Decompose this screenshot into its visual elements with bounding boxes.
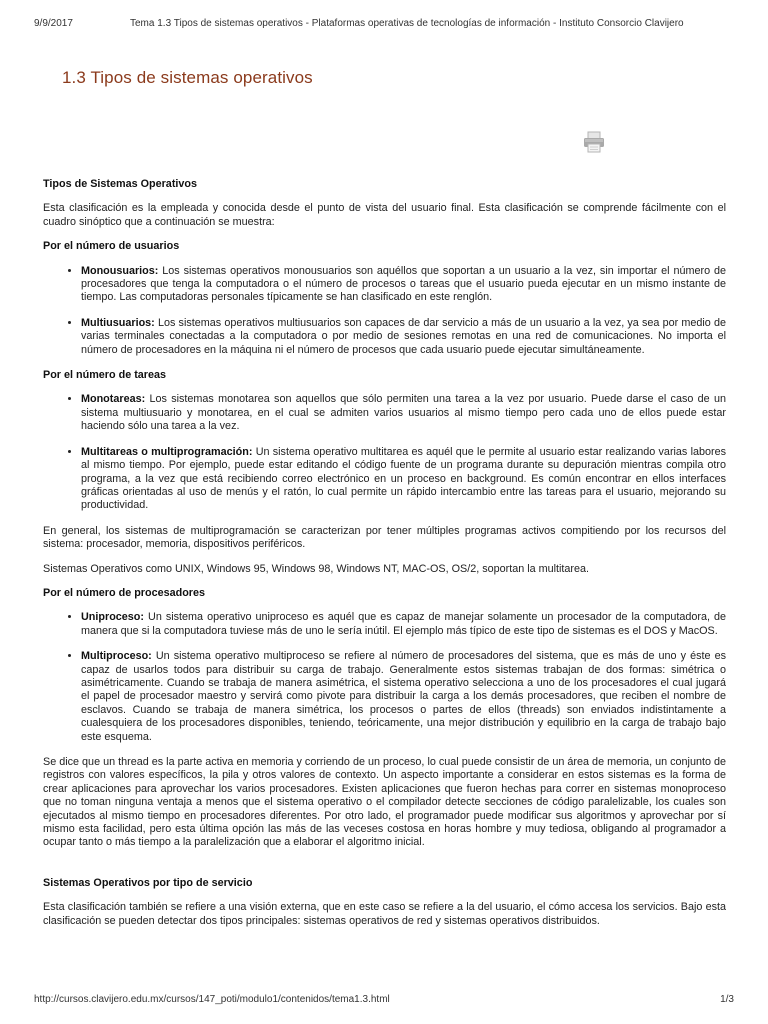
printer-icon[interactable]: [582, 130, 606, 154]
definition-text: Un sistema operativo multitarea es aquél que le permite al usuario estar realizando varias labores al mismo tiempo. Por ejemplo, puede estar editando el código fuente de un programa durante su depuración mientras compila otro programa, a la vez que está recibiendo correo electrónico en un proceso en background. Es común encontrar en ellos interfaces gráficas orientadas al uso de menús y el ratón, lo cual permite un rápido intercambio entre las tareas para el usuario, mejorando su productividad.: [81, 445, 726, 512]
header-document-title: Tema 1.3 Tipos de sistemas operativos - Plataformas operativas de tecnologías de información - Instituto Consorcio Clavijero: [130, 18, 684, 29]
heading-por-usuarios: Por el número de usuarios: [43, 240, 180, 253]
definition-text: Un sistema operativo multiproceso se refiere al número de procesadores del sistema, que es más de uno y éste es capaz de usarlos todos para distribuir su carga de trabajo. Generalmente estos sistemas trabajan de dos formas: simétrica o asimétricamente. Cuando se trabaja de manera asimétrica, el sistema operativo selecciona a uno de los procesadores el cual jugará el papel de procesador maestro y servirá como pivote para distribuir la carga a los demás procesadores, que reciben el nombre de esclavos. Cuando se trabaja de manera simétrica, los procesos o partes de ellos (threads) son enviados indistintamente a cualesquiera de los procesadores disponibles, teniendo, teóricamente, una mejor distribución y equilibrio en la carga de trabajo bajo este esquema.: [81, 650, 726, 743]
list-tareas: [43, 393, 726, 512]
term-uniproceso: Uniproceso:: [81, 611, 144, 624]
term-monotareas: Monotareas:: [81, 393, 146, 406]
list-usuarios: [43, 265, 726, 357]
intro-paragraph: Esta clasificación es la empleada y conocida desde el punto de vista del usuario final. Esta clasificación se comprende fácilmente con el cuadro sinóptico que a continuación se muestra:: [43, 202, 726, 228]
header-date: 9/9/2017: [34, 18, 73, 29]
definition-text: Los sistemas monotarea son aquellos que sólo permiten una tarea a la vez por usuario. Puede darse el caso de un sistema multiusuario y monotarea, en el cual se admiten varios usuarios al mismo tiempo pero cada uno de ellos puede estar haciendo sólo una tarea a la vez.: [81, 393, 726, 433]
list-item: [81, 611, 726, 638]
definition-text: Un sistema operativo uniproceso es aquél que es capaz de manejar solamente un procesador de la computadora, de manera que si la computadora tuviese más de uno le sería inútil. El ejemplo más típico de este tipo de sistemas es el DOS y MacOS.: [81, 611, 726, 637]
thread-paragraph: Se dice que un thread es la parte activa en memoria y corriendo de un proceso, lo cual puede consistir de un área de memoria, un conjunto de registros con valores específicos, la pila y otros valores de contexto. Un aspecto importante a considerar en estos sistemas es la forma de crear aplicaciones para aprovechar los varios procesadores. Existen aplicaciones que fueron hechas para correr en sistemas monoproceso que no toman ninguna ventaja a menos que el sistema operativo o el compilador detecte secciones de código paralelizable, los cuales son ejecutados al mismo tiempo en procesadores diferentes. Por otro lado, el programador puede modificar sus algoritmos y aprovechar por sí mismo esta facilidad, pero esta última opción las más de las veceses costosa en horas hombre y muy tediosa, obligando al programador a ocupar tanto o más tiempo a la paralelización que a elaborar el algoritmo inicial.: [43, 756, 726, 849]
term-multiusuarios: Multiusuarios:: [81, 316, 155, 329]
heading-por-servicio: Sistemas Operativos por tipo de servicio: [43, 876, 253, 889]
list-item: [81, 393, 726, 433]
footer-page-number: 1/3: [720, 994, 734, 1005]
definition-text: Los sistemas operativos monousuarios son aquéllos que soportan a un usuario a la vez, sin importar el número de procesadores que tenga la computadora o el número de procesos o tareas que el usuario pueda ejecutar en un mismo instante de tiempo. Las computadoras personales típicamente se han clasificado en este renglón.: [81, 264, 726, 304]
multiprogramming-paragraph: En general, los sistemas de multiprogramación se caracterizan por tener múltiples programas activos compitiendo por los recursos del sistema: procesador, memoria, dispositivos periféricos.: [43, 524, 726, 551]
heading-por-tareas: Por el número de tareas: [43, 369, 167, 382]
section-heading-tipos: Tipos de Sistemas Operativos: [43, 178, 198, 190]
term-multiproceso: Multiproceso:: [81, 650, 152, 663]
multitask-os-paragraph: Sistemas Operativos como UNIX, Windows 95, Windows 98, Windows NT, MAC-OS, OS/2, soportan la multitarea.: [43, 562, 590, 575]
list-item: [81, 317, 726, 357]
term-multitareas: Multitareas o multiprogramación:: [81, 445, 253, 458]
service-paragraph: Esta clasificación también se refiere a una visión externa, que en este caso se refiere a la del usuario, el cómo accesa los servicios. Bajo esta clasificación se pueden detectar dos tipos principales: sistemas operativos de red y sistemas operativos distribuidos.: [43, 901, 726, 927]
term-monousuarios: Monousuarios:: [81, 264, 159, 277]
list-item: [81, 265, 726, 305]
list-procesadores: [43, 611, 726, 744]
footer-url: http://cursos.clavijero.edu.mx/cursos/147_poti/modulo1/contenidos/tema1.3.html: [34, 994, 390, 1005]
list-item: [81, 446, 726, 513]
article-content: [43, 178, 726, 939]
page-title: 1.3 Tipos de sistemas operativos: [62, 68, 313, 87]
heading-por-procesadores: Por el número de procesadores: [43, 586, 206, 599]
list-item: [81, 650, 726, 744]
definition-text: Los sistemas operativos multiusuarios son capaces de dar servicio a más de un usuario a la vez, ya sea por medio de varias terminales conectadas a la computadora o por medio de sesiones remotas en una red de comunicaciones. No importa el número de procesadores en la máquina ni el número de procesos que cada usuario puede ejecutar simultáneamente.: [81, 316, 726, 356]
